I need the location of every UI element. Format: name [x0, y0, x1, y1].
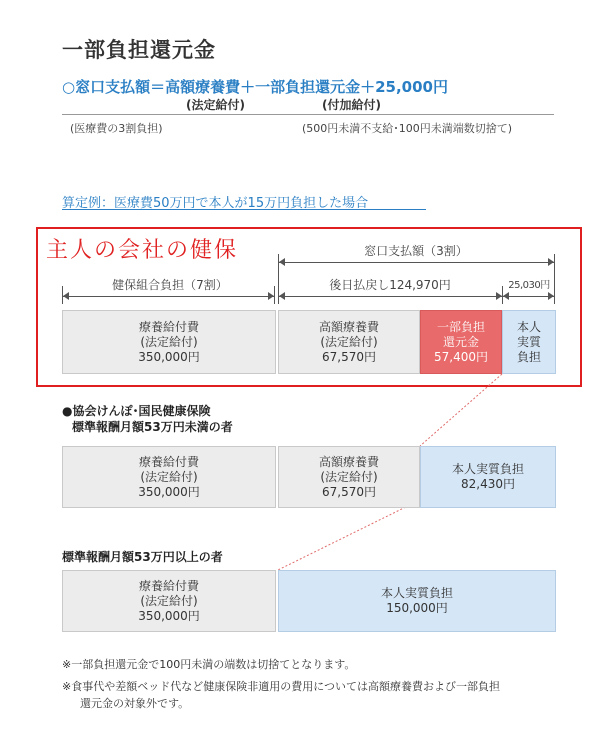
page-title: 一部負担還元金 [62, 38, 216, 62]
cell-amount: 57,400円 [434, 349, 488, 364]
formula-note-right: (500円未満不支給･100円未満端数切捨て) [302, 122, 513, 135]
formula-sub-legal: (法定給付) [186, 98, 245, 112]
example-heading: 算定例：医療費50万円で本人が15万円負担した場合 [62, 196, 369, 211]
benefit-cell-medical [62, 570, 276, 632]
span-label-window: 窓口支払額（3割） [364, 244, 468, 258]
cell-line: 高額療養費 [318, 319, 379, 334]
cell-line: (法定給付) [320, 334, 378, 349]
cell-amount: 67,570円 [322, 484, 376, 499]
cell-line: 本人実質負担 [380, 586, 453, 600]
self-burden-cell [420, 446, 556, 508]
cell-line: 一部負担 [436, 319, 485, 334]
cell-line: 本人実質負担 [451, 462, 524, 476]
group-label-over53: 標準報酬月額53万円以上の者 [62, 550, 223, 564]
self-burden-cell [278, 570, 556, 632]
cell-line: 療養給付費 [138, 319, 199, 334]
cell-line: 高額療養費 [318, 454, 379, 469]
cell-amount: 350,000円 [138, 608, 200, 623]
group-label-under53: 標準報酬月額53万円未満の者 [72, 420, 233, 434]
footnote-rounding: ※一部負担還元金で100円未満の端数は切捨てとなります。 [62, 658, 356, 671]
span-label-refund: 後日払戻し124,970円 [329, 278, 451, 292]
cell-line: 実質 [516, 334, 541, 349]
cell-line: (法定給付) [140, 334, 198, 349]
footnote-exclusion: ※食事代や差額ベッド代など健康保険非適用の費用については高額療養費および一部負担 [62, 680, 500, 693]
cell-line: 療養給付費 [138, 454, 199, 469]
cell-amount: 67,570円 [322, 349, 376, 364]
cell-line: 療養給付費 [138, 578, 199, 593]
cell-amount: 350,000円 [138, 349, 200, 364]
cell-amount: 350,000円 [138, 484, 200, 499]
connector-line [420, 374, 502, 446]
formula-main: ○窓口支払額＝高額療養費＋一部負担還元金＋25,000円 [62, 78, 448, 96]
cell-line: (法定給付) [140, 469, 198, 484]
span-label-kenpo: 健保組合負担（7割） [112, 278, 228, 292]
cell-line: (法定給付) [320, 469, 378, 484]
formula-note-left: (医療費の3割負担) [70, 122, 163, 135]
benefit-cell-medical [62, 446, 276, 508]
cell-amount: 150,000円 [386, 601, 448, 615]
connector-line [278, 500, 420, 570]
company-insurance-title: 主人の会社の健保 [46, 238, 239, 263]
cell-line: 本人 [516, 319, 541, 334]
cell-line: 還元金 [442, 334, 479, 349]
span-label-self: 25,030円 [508, 280, 550, 291]
benefit-cell-high-cost [278, 446, 420, 508]
cell-line: 負担 [516, 349, 541, 364]
cell-amount: 82,430円 [461, 477, 515, 491]
cell-line: (法定給付) [140, 593, 198, 608]
formula-sub-additional: (付加給付) [322, 98, 381, 112]
group-label-kyokai: ●協会けんぽ･国民健康保険 [62, 404, 211, 418]
footnote-exclusion-cont: 還元金の対象外です。 [80, 697, 190, 710]
